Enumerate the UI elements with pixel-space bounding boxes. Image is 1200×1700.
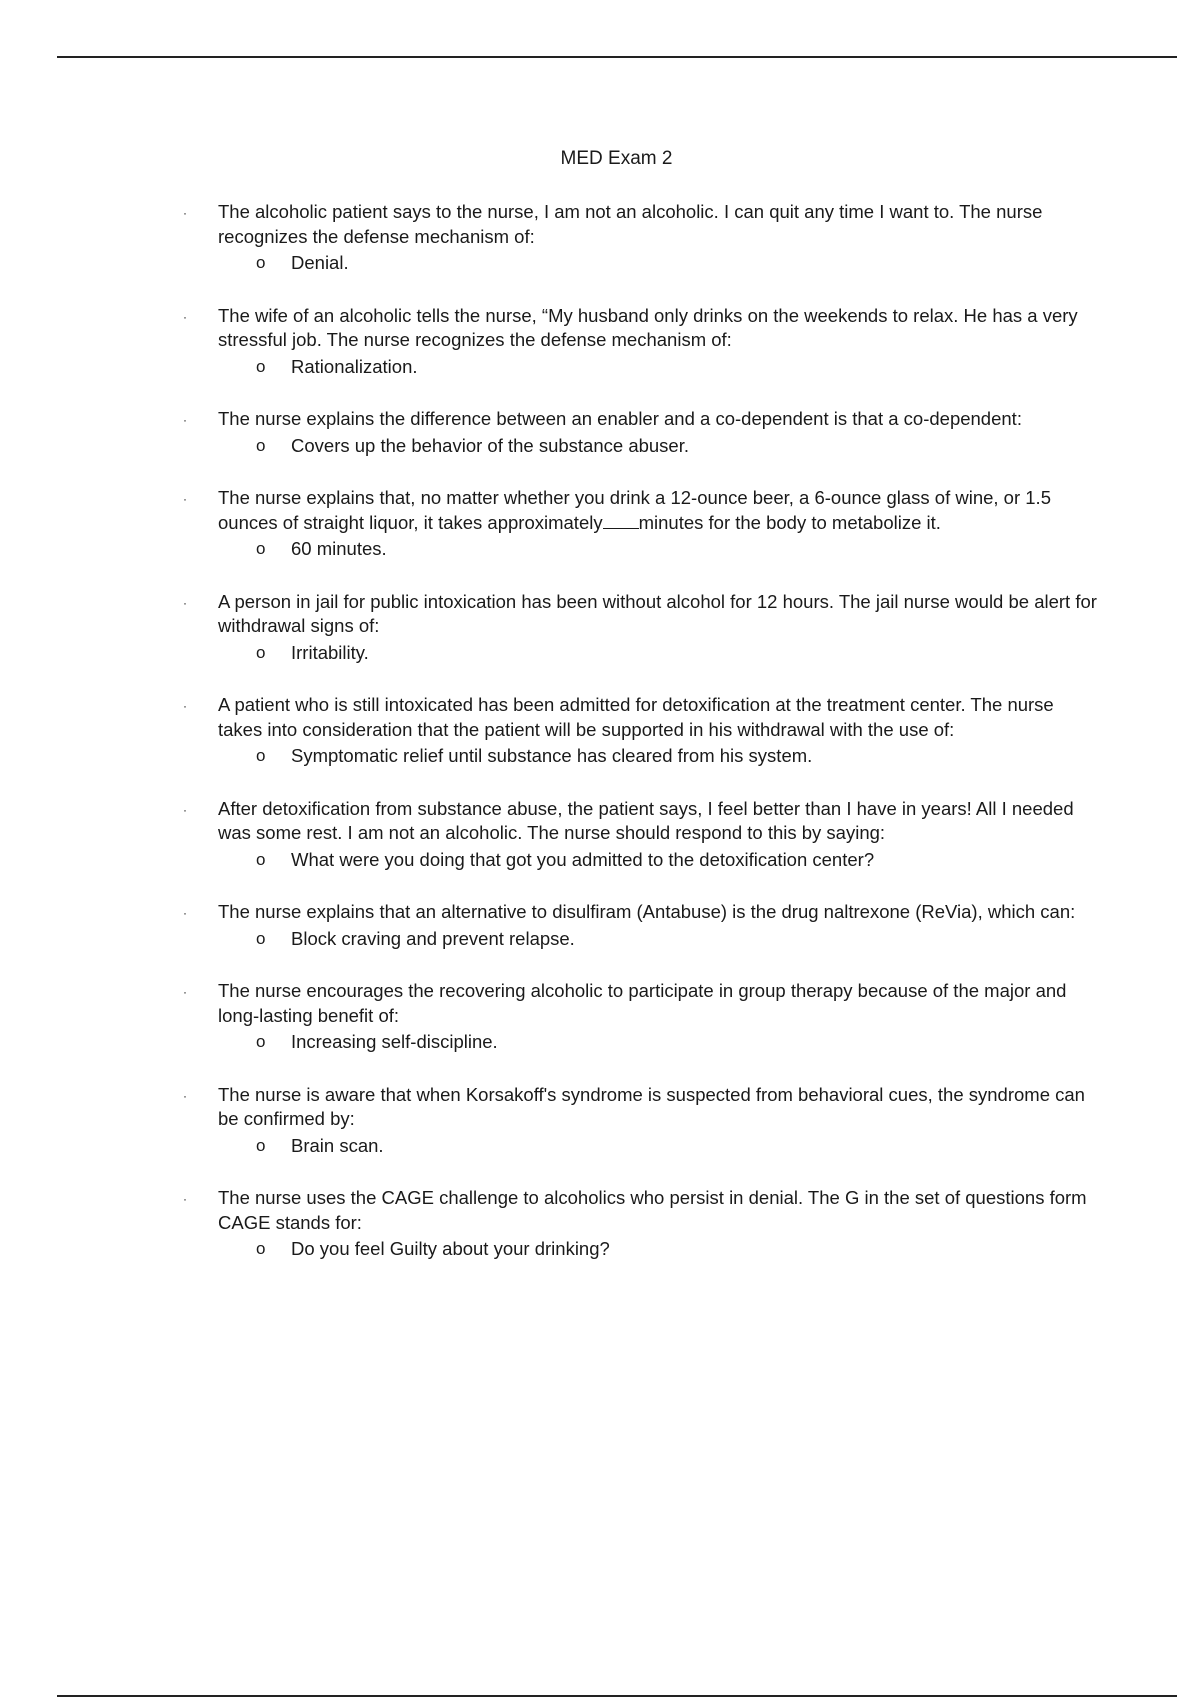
bullet-icon: ·: [183, 595, 187, 610]
answer-item: [218, 1030, 1200, 1055]
fill-in-blank: [603, 512, 639, 529]
question-text: The nurse uses the CAGE challenge to alcoholics who persist in denial. The G in the set of questions form CAGE stands for:: [218, 1187, 1092, 1233]
question-item: [0, 693, 1200, 769]
bullet-icon: ·: [183, 413, 187, 427]
answer-text: Covers up the behavior of the substance abuser.: [291, 434, 690, 456]
question-text: The nurse explains that an alternative to disulfiram (Antabuse) is the drug naltrexone (ReVia), which can:: [218, 901, 1076, 922]
bullet-icon: ·: [183, 492, 187, 506]
answer-text: Increasing self-discipline.: [291, 1031, 498, 1052]
question-item: [0, 1083, 1200, 1159]
question-list: [0, 200, 1200, 1290]
answer-item: [218, 251, 1200, 276]
question-item: [0, 590, 1200, 666]
top-rule: [57, 56, 1177, 58]
bullet-icon: ·: [183, 206, 187, 220]
answer-text: Brain scan.: [291, 1134, 384, 1156]
question-item: [0, 900, 1200, 951]
circle-bullet-icon: o: [256, 849, 266, 869]
question-item: [0, 407, 1200, 458]
question-text: The nurse is aware that when Korsakoff's syndrome is suspected from behavioral cues, the syndrome can be confirmed by:: [218, 1083, 1091, 1129]
question-item: [0, 797, 1200, 873]
answer-text: Denial.: [291, 252, 349, 273]
circle-bullet-icon: o: [256, 642, 266, 662]
circle-bullet-icon: o: [256, 253, 266, 272]
circle-bullet-icon: o: [256, 1239, 266, 1258]
question-text: A person in jail for public intoxication has been without alcohol for 12 hours. The jail nurse would be alert for withdrawal signs of:: [218, 590, 1103, 636]
question-item: [0, 486, 1200, 562]
bullet-icon: ·: [183, 906, 187, 920]
question-text: A patient who is still intoxicated has been admitted for detoxification at the treatment center. The nurse takes into consideration that the patient will be supported in his withdrawal with the use of:: [218, 694, 1059, 740]
bullet-icon: ·: [183, 1088, 187, 1103]
answer-item: [218, 641, 1200, 666]
question-item: [0, 200, 1200, 276]
answer-text: Block craving and prevent relapse.: [291, 927, 575, 949]
bullet-icon: ·: [183, 1192, 187, 1206]
question-text-after-blank: minutes for the body to metabolize it.: [638, 511, 941, 533]
bullet-icon: ·: [183, 699, 187, 713]
circle-bullet-icon: o: [256, 435, 266, 455]
bullet-icon: ·: [183, 309, 187, 324]
answer-item: [218, 1134, 1200, 1159]
question-text: After detoxification from substance abuse, the patient says, I feel better than I have in years! All I needed was some rest. I am not an alcoholic. The nurse should respond to this by saying:: [218, 797, 1079, 843]
question-item: [0, 1186, 1200, 1262]
question-text: The wife of an alcoholic tells the nurse, “My husband only drinks on the weekends to relax. He has a very stressful job. The nurse recognizes the defense mechanism of:: [218, 304, 1083, 350]
circle-bullet-icon: o: [256, 1135, 266, 1155]
answer-item: [218, 537, 1200, 562]
circle-bullet-icon: o: [256, 1032, 266, 1051]
bullet-icon: ·: [183, 985, 187, 999]
circle-bullet-icon: o: [256, 356, 266, 376]
bottom-rule: [57, 1695, 1177, 1697]
answer-item: [218, 1237, 1200, 1262]
bullet-icon: ·: [183, 802, 187, 817]
circle-bullet-icon: o: [256, 746, 266, 765]
question-item: [0, 304, 1200, 380]
answer-text: Symptomatic relief until substance has cleared from his system.: [291, 745, 813, 766]
answer-item: [218, 927, 1200, 952]
answer-text: Do you feel Guilty about your drinking?: [291, 1238, 610, 1259]
question-item: [0, 979, 1200, 1055]
answer-item: [218, 848, 1200, 873]
answer-text: What were you doing that got you admitted to the detoxification center?: [291, 848, 875, 870]
document-title: MED Exam 2: [560, 148, 673, 169]
question-text: [218, 486, 1098, 535]
question-text: The alcoholic patient says to the nurse, I am not an alcoholic. I can quit any time I want to. The nurse recognizes the defense mechanism of:: [218, 201, 1048, 247]
answer-text: 60 minutes.: [291, 538, 387, 559]
answer-text: Rationalization.: [291, 355, 418, 377]
question-text: The nurse encourages the recovering alcoholic to participate in group therapy because of the major and long-lasting benefit of:: [218, 980, 1072, 1026]
answer-text: Irritability.: [291, 641, 369, 663]
question-text: The nurse explains the difference between an enabler and a co-dependent is that a co-dependent:: [218, 408, 1022, 429]
answer-item: [218, 744, 1200, 769]
question-text-before-blank: The nurse explains that, no matter whether you drink a 12-ounce beer, a 6-ounce glass of wine, or 1.5 ounces of straight liquor, it takes approximately: [218, 487, 1057, 533]
circle-bullet-icon: o: [256, 539, 266, 558]
answer-item: [218, 434, 1200, 459]
answer-item: [218, 355, 1200, 380]
circle-bullet-icon: o: [256, 928, 266, 948]
